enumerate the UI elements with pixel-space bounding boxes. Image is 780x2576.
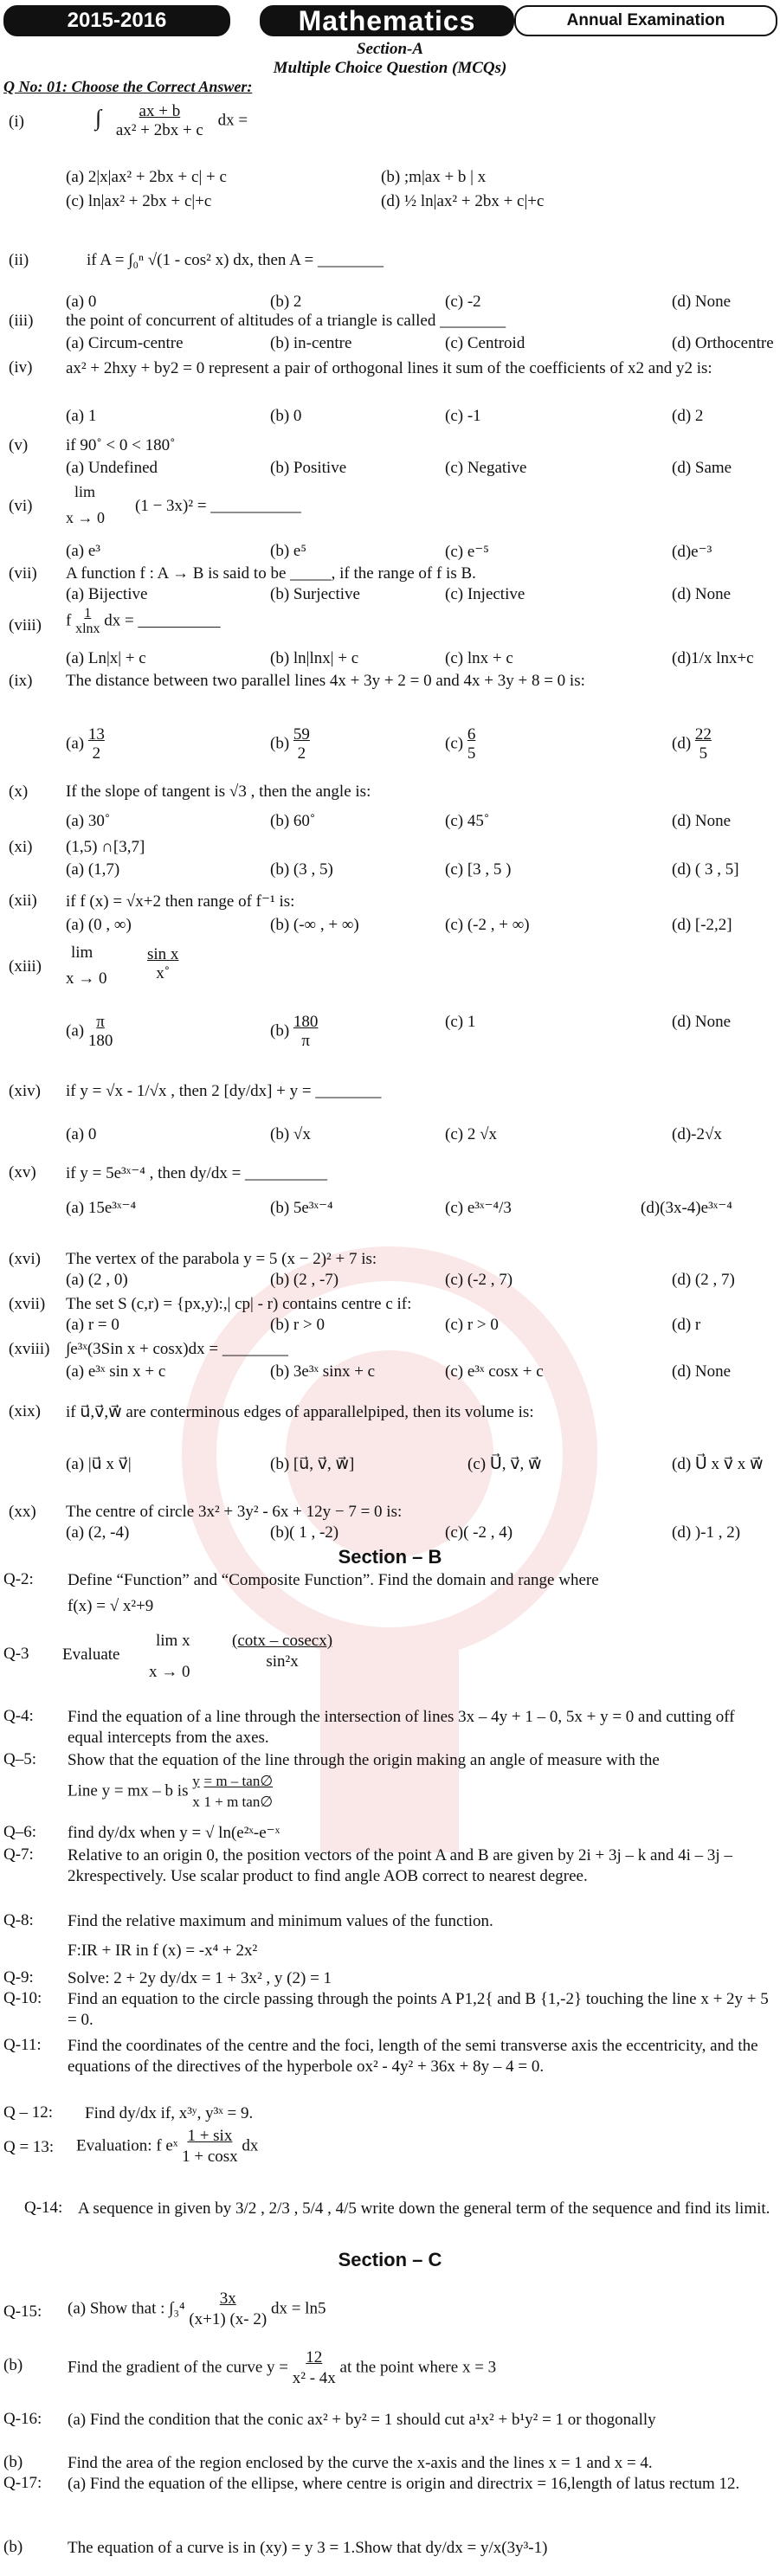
option-c: (c) Centroid bbox=[445, 334, 525, 352]
option-c: (c) -2 bbox=[445, 293, 481, 311]
option-b: (b) Surjective bbox=[270, 585, 360, 603]
option-b: (b) 60˚ bbox=[270, 812, 316, 830]
fraction-denominator: 1 + m tan∅ bbox=[203, 1794, 274, 1810]
fraction-numerator: sin x bbox=[147, 945, 179, 963]
option-d: (d) (2 , 7) bbox=[672, 1271, 735, 1289]
question-text: Relative to an origin 0, the position vectors of the point A and B are given by 2i + 3j – k and 4i – 3j – 2krespectively. Use scalar product to find angle AOB correct to nearest degree. bbox=[68, 1846, 732, 1885]
option-d-numerator: 22 bbox=[694, 725, 712, 744]
question-text: Define “Function” and “Composite Function”. Find the domain and range where bbox=[68, 1571, 599, 1589]
option-d: (d)-2√x bbox=[672, 1125, 722, 1143]
question-text-lead: A sequence in given by bbox=[78, 2199, 232, 2218]
question-number: Q-17: bbox=[3, 2474, 42, 2492]
option-d: (d) None bbox=[672, 1013, 732, 1031]
option-b: (b) 3e³ˣ sinx + c bbox=[270, 1362, 376, 1381]
option-a: (a) 0 bbox=[66, 293, 97, 311]
option-b: (b) r > 0 bbox=[270, 1316, 325, 1334]
question-number: (viii) bbox=[9, 616, 42, 634]
question-number: (ix) bbox=[9, 672, 33, 690]
integral-sign: f bbox=[66, 611, 72, 630]
expression-tail: dx = __________ bbox=[104, 611, 221, 630]
option-a-numerator: 13 bbox=[87, 725, 105, 744]
question-number: Q-8: bbox=[3, 1911, 34, 1929]
question-number: (b) bbox=[3, 2538, 23, 2556]
option-d: (d) ½ ln|ax² + 2bx + c|+c bbox=[381, 192, 545, 210]
question-number: Q – 12: bbox=[3, 2103, 53, 2122]
fraction-numerator: = m – tan∅ bbox=[203, 1773, 274, 1789]
limit-label: lim bbox=[71, 943, 93, 962]
option-a: (a) Circum-centre bbox=[66, 334, 184, 352]
fraction-numerator: (cotx – cosecx) bbox=[232, 1632, 333, 1650]
sequence-terms: 3/2 , 2/3 , 5/4 , 4/5 bbox=[235, 2199, 357, 2218]
option-a: (a) |u⃗ x v⃗| bbox=[66, 1455, 132, 1473]
question-number: (b) bbox=[3, 2356, 23, 2374]
question-number: (xvii) bbox=[9, 1295, 46, 1313]
option-c: (c) lnx + c bbox=[445, 649, 513, 667]
option-b-numerator: 180 bbox=[293, 1013, 319, 1031]
question-expression: F:IR + IR in f (x) = -x⁴ + 2x² bbox=[68, 1942, 258, 1960]
question-text: Solve: 2 + 2y dy/dx = 1 + 3x² , y (2) = 1 bbox=[68, 1969, 332, 1987]
option-a: (a) e³ˣ sin x + c bbox=[66, 1362, 166, 1381]
question-expression bbox=[68, 1771, 772, 1813]
question-number: Q-3 bbox=[3, 1645, 29, 1663]
question-text: If the slope of tangent is √3 , then the angle is: bbox=[66, 782, 371, 801]
fraction-denominator: 1 + cosx bbox=[182, 2148, 238, 2166]
question-text: if y = 5e³ˣ⁻⁴ , then dy/dx = __________ bbox=[66, 1164, 328, 1182]
option-d: (d) r bbox=[672, 1316, 701, 1334]
option-c: (c) r > 0 bbox=[445, 1316, 499, 1334]
question-number: Q-4: bbox=[3, 1707, 34, 1725]
question-text-tail: write down the general term of the sequence and find its limit. bbox=[360, 2199, 770, 2218]
expression-lead: Line y = mx – b is bbox=[68, 1781, 189, 1800]
option-d: (d) [-2,2] bbox=[672, 916, 732, 934]
fraction-denominator: ax² + 2bx + c bbox=[115, 121, 203, 139]
question-number: (b) bbox=[3, 2453, 23, 2471]
question-number: (i) bbox=[9, 113, 24, 131]
option-b: (b) 2 bbox=[270, 293, 302, 311]
section-a-title: Section-A bbox=[356, 40, 424, 58]
fraction-denominator: x² - 4x bbox=[292, 2369, 336, 2387]
option-a-denominator: 180 bbox=[87, 1032, 113, 1050]
question-text: The set S (c,r) = {px,y):,| cp| - r) contains centre c if: bbox=[66, 1295, 412, 1313]
question-text bbox=[68, 2347, 772, 2389]
question-text: ∫e³ˣ(3Sin x + cosx)dx = ________ bbox=[66, 1340, 288, 1358]
question-text: The equation of a curve is in (xy) = y 3 = 1.Show that dy/dx = y/x(3y³-1) bbox=[68, 2539, 548, 2557]
question-text: if u⃗,v⃗,w⃗ are conterminous edges of apparallelpiped, then its volume is: bbox=[66, 1403, 534, 1421]
option-d: (d)1/x lnx+c bbox=[672, 649, 754, 667]
question-number: Q-7: bbox=[3, 1845, 34, 1864]
option-c-numerator: 6 bbox=[467, 725, 476, 744]
option-d: (d) $\frac{22}{5}$ bbox=[672, 725, 712, 763]
question-fraction bbox=[232, 1631, 422, 1672]
question-text: (a) Find the condition that the conic ax² + by² = 1 should cut a¹x² + b¹y² = 1 or thogonally bbox=[68, 2411, 656, 2429]
option-a: (a) 0 bbox=[66, 1125, 97, 1143]
option-d: (d)(3x-4)e³ˣ⁻⁴ bbox=[641, 1199, 732, 1217]
fraction-denominator: x˚ bbox=[156, 964, 171, 982]
option-b: (b) [u⃗, v⃗, w⃗] bbox=[270, 1455, 355, 1473]
option-a: (a) Undefined bbox=[66, 459, 158, 477]
option-b: (b) 0 bbox=[270, 407, 302, 425]
expression-tail: dx bbox=[242, 2136, 259, 2155]
question-number: (xiii) bbox=[9, 957, 42, 976]
question-text: A function f : A → B is said to be _____, if the range of f is B. bbox=[66, 564, 476, 583]
option-c-denominator: 5 bbox=[467, 744, 476, 763]
question-number: (iv) bbox=[9, 358, 33, 377]
question-text: Find the relative maximum and minimum values of the function. bbox=[68, 1912, 493, 1930]
question-text: (a) Find the equation of the ellipse, where centre is origin and directrix = 16,length of latus rectum 12. bbox=[68, 2475, 740, 2493]
fraction-numerator: ax + b bbox=[139, 102, 181, 120]
fraction-numerator: 1 bbox=[84, 606, 92, 621]
question-text-tail: at the point where x = 3 bbox=[339, 2358, 497, 2377]
fraction-numerator: y bbox=[192, 1773, 200, 1789]
question-text: find dy/dx when y = √ ln(e²ˣ-e⁻ˣ bbox=[68, 1824, 280, 1842]
question-text: Find an equation to the circle passing through the points A P1,2{ and B {1,-2} touching the line x + 2y + 5 = 0. bbox=[68, 1990, 769, 2029]
option-a-numerator: π bbox=[96, 1013, 105, 1031]
option-a: (a) (0 , ∞) bbox=[66, 916, 132, 934]
option-b: (b) √x bbox=[270, 1125, 311, 1143]
option-c: (c) e³ˣ cosx + c bbox=[445, 1362, 544, 1381]
question-number: (x) bbox=[9, 782, 29, 801]
option-c: (c) [3 , 5 ) bbox=[445, 860, 512, 879]
option-c: (c) Injective bbox=[445, 585, 525, 603]
option-b: (b) 5e³ˣ⁻⁴ bbox=[270, 1199, 333, 1217]
question-number: (xx) bbox=[9, 1503, 36, 1521]
section-a-subtitle: Multiple Choice Question (MCQs) bbox=[273, 59, 507, 77]
question-number: (xii) bbox=[9, 892, 37, 910]
question-label: Evaluation: bbox=[76, 2136, 152, 2155]
option-a: (a) Bijective bbox=[66, 585, 148, 603]
option-c: (c) ln|ax² + 2bx + c|+c bbox=[66, 192, 212, 210]
question-number: Q-14: bbox=[24, 2199, 63, 2217]
option-b: (b) (-∞ , + ∞) bbox=[270, 916, 359, 934]
option-b: (b) Positive bbox=[270, 459, 347, 477]
option-d: (d) None bbox=[672, 1362, 732, 1381]
fraction-denominator: x bbox=[192, 1794, 200, 1810]
question-number: Q-9: bbox=[3, 1968, 34, 1987]
question-text: Find dy/dx if, x³ʸ, y³ˣ = 9. bbox=[85, 2104, 254, 2122]
question-text: ax² + 2hxy + by2 = 0 represent a pair of orthogonal lines it sum of the coefficients of x2 and y2 is: bbox=[66, 359, 712, 377]
option-b: (b) $\frac{59}{2}$ bbox=[270, 725, 310, 763]
option-b: (b) e⁵ bbox=[270, 542, 306, 560]
option-d: (d) 2 bbox=[672, 407, 704, 425]
limit-subscript: x → 0 bbox=[66, 969, 107, 988]
option-d: (d) U⃗ x v⃗ x w⃗ bbox=[672, 1455, 764, 1473]
option-c: (c) e⁻⁵ bbox=[445, 543, 489, 561]
option-b-numerator: 59 bbox=[293, 725, 310, 744]
option-b: (b) (3 , 5) bbox=[270, 860, 333, 879]
question-text bbox=[66, 606, 221, 637]
option-c: (c) e³ˣ⁻⁴/3 bbox=[445, 1199, 512, 1217]
option-c: (c) 45˚ bbox=[445, 812, 490, 830]
question-number: Q–6: bbox=[3, 1823, 36, 1841]
question-number: (vii) bbox=[9, 564, 37, 583]
option-d: (d) Orthocentre bbox=[672, 334, 774, 352]
option-d: (d) ( 3 , 5] bbox=[672, 860, 739, 879]
option-a: (a) 1 bbox=[66, 407, 97, 425]
section-c-title: Section – C bbox=[338, 2249, 442, 2270]
option-d: (d)e⁻³ bbox=[672, 543, 712, 561]
option-a: (a) 15e³ˣ⁻⁴ bbox=[66, 1199, 137, 1217]
option-b: (b) in-centre bbox=[270, 334, 352, 352]
year-badge: 2015-2016 bbox=[3, 5, 230, 36]
option-a: (a) Ln|x| + c bbox=[66, 649, 146, 667]
option-b-denominator: 2 bbox=[297, 744, 306, 763]
option-d: (d) None bbox=[672, 585, 732, 603]
option-b: (b)( 1 , -2) bbox=[270, 1523, 339, 1542]
question-number: Q-15: bbox=[3, 2302, 42, 2321]
expression-tail: dx = ln5 bbox=[270, 2299, 326, 2318]
question-label: Evaluate bbox=[62, 1645, 120, 1664]
instruction-text: Q No: 01: Choose the Correct Answer: bbox=[3, 78, 253, 95]
question-number: (v) bbox=[9, 436, 29, 454]
question-number: (xvi) bbox=[9, 1250, 41, 1268]
question-text: Find the coordinates of the centre and the foci, length of the semi transverse axis the eccentricity, and the equations of the directives of the hyperbole ox² - 4y² + 36x + 8y – 4 = 0. bbox=[68, 2037, 758, 2076]
option-c: (c) U⃗, v⃗, w⃗ bbox=[467, 1455, 542, 1473]
option-d: (d) )-1 , 2) bbox=[672, 1523, 741, 1542]
fraction-denominator: (x+1) (x- 2) bbox=[189, 2310, 268, 2328]
option-d: (d) None bbox=[672, 812, 732, 830]
option-c: (c) (-2 , + ∞) bbox=[445, 916, 530, 934]
option-b: (b) ;m|ax + b | x bbox=[381, 168, 487, 186]
question-number: (xv) bbox=[9, 1163, 36, 1182]
question-text: Find the area of the region enclosed by the curve the x-axis and the lines x = 1 and x = 4. bbox=[68, 2454, 653, 2472]
question-text bbox=[78, 2199, 772, 2219]
fraction-numerator: 1 + six bbox=[187, 2127, 233, 2145]
question-text: The vertex of the parabola y = 5 (x − 2)² + 7 is: bbox=[66, 1250, 377, 1268]
option-d-denominator: 5 bbox=[699, 744, 708, 763]
option-a: (a) 2|x|ax² + 2bx + c| + c bbox=[66, 168, 227, 186]
question-expression: f(x) = √ x²+9 bbox=[68, 1597, 154, 1615]
option-c: (c) 1 bbox=[445, 1013, 476, 1031]
question-number: (ii) bbox=[9, 251, 29, 269]
exam-header bbox=[0, 0, 780, 38]
limit-subscript: x → 0 bbox=[66, 509, 105, 526]
question-number: (xviii) bbox=[9, 1340, 50, 1358]
option-d: (d) Same bbox=[672, 459, 732, 477]
question-text: if f (x) = √x+2 then range of f⁻¹ is: bbox=[66, 892, 295, 911]
option-c: (c) -1 bbox=[445, 407, 481, 425]
option-a: (a) 30˚ bbox=[66, 812, 111, 830]
question-text bbox=[76, 2126, 780, 2167]
question-text-lead: Find the gradient of the curve y = bbox=[68, 2358, 289, 2377]
option-a: (a) (1,7) bbox=[66, 860, 120, 879]
question-text bbox=[68, 2289, 772, 2330]
limit-label: lim bbox=[74, 483, 96, 500]
question-text: (1,5) ∩[3,7] bbox=[66, 838, 145, 856]
question-number: Q = 13: bbox=[3, 2138, 55, 2156]
question-text: Find the equation of a line through the intersection of lines 3x – 4y + 1 – 0, 5x + y = 0 and cutting off equal intercepts from the axes. bbox=[68, 1708, 735, 1747]
question-number: Q-11: bbox=[3, 2036, 42, 2054]
question-text bbox=[95, 102, 248, 140]
expression-tail: dx = bbox=[217, 111, 248, 130]
limit-subscript: x → 0 bbox=[149, 1663, 190, 1681]
fraction-numerator: 12 bbox=[306, 2348, 323, 2367]
fraction-numerator: 3x bbox=[219, 2289, 236, 2308]
question-number: (xi) bbox=[9, 838, 33, 856]
fraction-denominator: xlnx bbox=[75, 621, 100, 636]
question-number: (xiv) bbox=[9, 1082, 41, 1100]
question-text: (1 − 3x)² = ___________ bbox=[135, 497, 301, 515]
option-b-denominator: π bbox=[301, 1032, 310, 1050]
fraction-denominator: sin²x bbox=[266, 1652, 299, 1671]
section-b-title: Section – B bbox=[338, 1546, 442, 1568]
option-b: (b) ln|lnx| + c bbox=[270, 649, 359, 667]
question-fraction bbox=[147, 945, 178, 983]
question-number: Q–5: bbox=[3, 1750, 36, 1768]
option-c: (c) (-2 , 7) bbox=[445, 1271, 513, 1289]
option-b: (b) (2 , -7) bbox=[270, 1271, 339, 1289]
option-c: (c) 2 √x bbox=[445, 1125, 498, 1143]
option-a: (a) (2 , 0) bbox=[66, 1271, 128, 1289]
question-number: Q-2: bbox=[3, 1570, 34, 1588]
question-number: Q-10: bbox=[3, 1989, 42, 2007]
question-text: if 90˚ < 0 < 180˚ bbox=[66, 436, 176, 454]
question-text: Show that the equation of the line through the origin making an angle of measure with the bbox=[68, 1751, 660, 1769]
question-number: Q-16: bbox=[3, 2410, 42, 2428]
exam-type-badge: Annual Examination bbox=[514, 5, 777, 36]
question-text: The centre of circle 3x² + 3y² - 6x + 12y − 7 = 0 is: bbox=[66, 1503, 403, 1521]
question-text: The distance between two parallel lines 4x + 3y + 2 = 0 and 4x + 3y + 8 = 0 is: bbox=[66, 672, 585, 690]
option-c: (c) $\frac{6}{5}$ bbox=[445, 725, 476, 763]
option-d: (d) None bbox=[672, 293, 732, 311]
integral-sign: ∫₃⁴ bbox=[169, 2299, 185, 2318]
question-number: (iii) bbox=[9, 312, 34, 330]
limit-label: lim x bbox=[156, 1632, 190, 1650]
option-c: (c)( -2 , 4) bbox=[445, 1523, 513, 1542]
integral-sign: ∫ bbox=[95, 105, 102, 131]
question-text: the point of concurrent of altitudes of a triangle is called ________ bbox=[66, 312, 506, 330]
option-b: (b) $\frac{180}{\pi}$ bbox=[270, 1013, 319, 1050]
subject-title: Mathematics bbox=[260, 5, 514, 36]
option-a: (a) $\frac{13}{2}$ bbox=[66, 725, 105, 763]
option-a: (a) $\frac{\pi}{180}$ bbox=[66, 1013, 113, 1050]
question-number: (xix) bbox=[9, 1402, 41, 1420]
option-a-denominator: 2 bbox=[92, 744, 101, 763]
question-number: (vi) bbox=[9, 497, 33, 515]
option-a: (a) (2, -4) bbox=[66, 1523, 130, 1542]
question-label: (a) Show that : bbox=[68, 2299, 165, 2318]
question-text: if A = ∫₀ⁿ √(1 - cos² x) dx, then A = ________ bbox=[87, 251, 384, 269]
question-text: if y = √x - 1/√x , then 2 [dy/dx] + y = ________ bbox=[66, 1082, 382, 1100]
option-a: (a) e³ bbox=[66, 542, 100, 560]
option-a: (a) r = 0 bbox=[66, 1316, 119, 1334]
integral-expression: f eˣ bbox=[156, 2136, 178, 2155]
option-c: (c) Negative bbox=[445, 459, 527, 477]
